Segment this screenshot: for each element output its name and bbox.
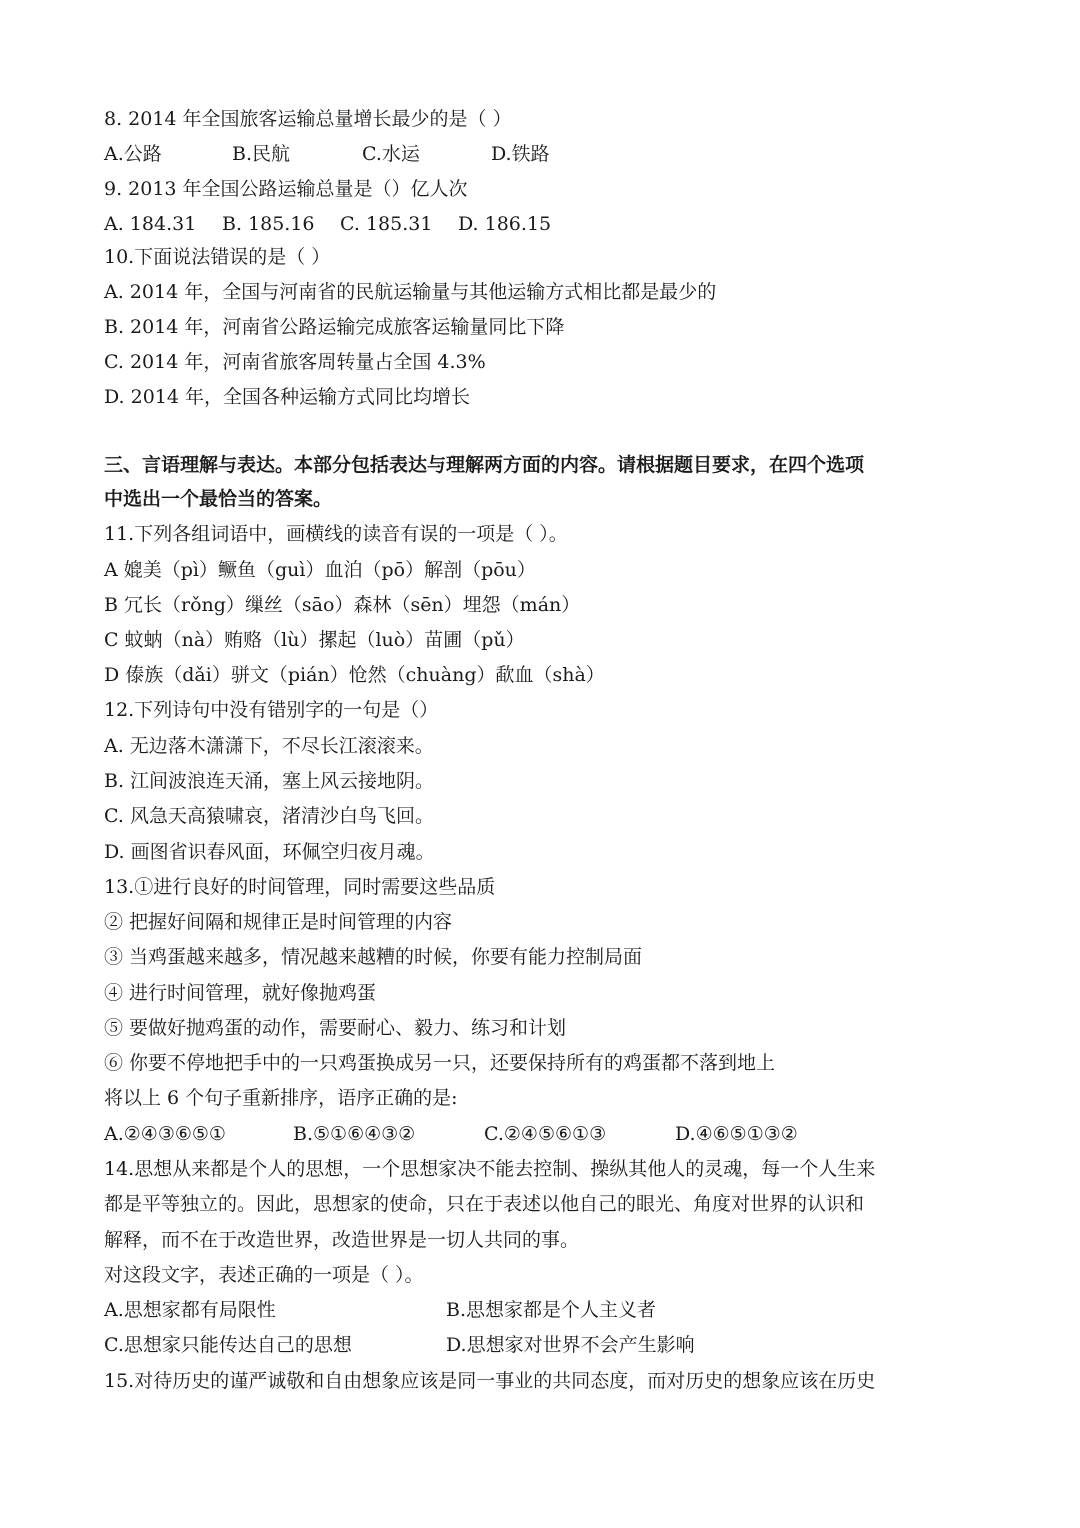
- section-heading-line1: 三、言语理解与表达。本部分包括表达与理解两方面的内容。请根据题目要求，在四个选项: [104, 454, 865, 476]
- q13-option-d: D.④⑥⑤①③②: [675, 1123, 798, 1145]
- q14-passage-line1: 14.思想从来都是个人的思想，一个思想家决不能去控制、操纵其他人的灵魂，每一个人生来: [104, 1158, 876, 1180]
- q12-option-d: D. 画图省识春风面，环佩空归夜月魂。: [104, 841, 435, 863]
- q8-stem: 8. 2014 年全国旅客运输总量增长最少的是（ ）: [104, 108, 512, 130]
- q9-stem: 9. 2013 年全国公路运输总量是（）亿人次: [104, 178, 468, 200]
- q14-option-d: D.思想家对世界不会产生影响: [446, 1334, 695, 1356]
- q9-option-b: B. 185.16: [222, 213, 315, 235]
- q12-option-c: C. 风急天高猿啸哀，渚清沙白鸟飞回。: [104, 805, 434, 827]
- q13-option-a: A.②④③⑥⑤①: [104, 1123, 226, 1145]
- q14-option-a: A.思想家都有局限性: [104, 1299, 276, 1321]
- q11-option-d: D 傣族（dǎi）骈文（pián）怆然（chuàng）歃血（shà）: [104, 664, 605, 686]
- q13-sentence-1: 13.①进行良好的时间管理，同时需要这些品质: [104, 876, 496, 898]
- q10-option-a: A. 2014 年，全国与河南省的民航运输量与其他运输方式相比都是最少的: [104, 281, 717, 303]
- q11-option-b: B 冗长（rǒng）缫丝（sāo）森林（sēn）埋怨（mán）: [104, 594, 581, 616]
- q8-option-d: D.铁路: [491, 143, 550, 165]
- q15-stem: 15.对待历史的谨严诚敬和自由想象应该是同一事业的共同态度，而对历史的想象应该在历史: [104, 1370, 876, 1392]
- q12-option-a: A. 无边落木潇潇下，不尽长江滚滚来。: [104, 735, 434, 757]
- q13-sentence-3: ③ 当鸡蛋越来越多，情况越来越糟的时候，你要有能力控制局面: [104, 946, 643, 968]
- q9-option-d: D. 186.15: [458, 213, 552, 235]
- q10-option-c: C. 2014 年，河南省旅客周转量占全国 4.3%: [104, 351, 486, 373]
- q13-prompt: 将以上 6 个句子重新排序，语序正确的是:: [104, 1087, 458, 1109]
- q12-option-b: B. 江间波浪连天涌，塞上风云接地阴。: [104, 770, 435, 792]
- q13-option-b: B.⑤①⑥④③②: [293, 1123, 416, 1145]
- q10-option-b: B. 2014 年，河南省公路运输完成旅客运输量同比下降: [104, 316, 565, 338]
- q11-option-a: A 媲美（pì）鳜鱼（guì）血泊（pō）解剖（pōu）: [104, 559, 536, 581]
- q14-option-c: C.思想家只能传达自己的思想: [104, 1334, 352, 1356]
- q8-option-c: C.水运: [362, 143, 420, 165]
- q14-stem: 对这段文字，表述正确的一项是（ ）。: [104, 1264, 424, 1286]
- q11-stem: 11.下列各组词语中，画横线的读音有误的一项是（ ）。: [104, 523, 568, 545]
- q9-option-c: C. 185.31: [340, 213, 433, 235]
- q13-sentence-4: ④ 进行时间管理，就好像抛鸡蛋: [104, 982, 377, 1004]
- q13-sentence-6: ⑥ 你要不停地把手中的一只鸡蛋换成另一只，还要保持所有的鸡蛋都不落到地上: [104, 1052, 776, 1074]
- q13-sentence-2: ② 把握好间隔和规律正是时间管理的内容: [104, 911, 453, 933]
- q14-passage-line3: 解释，而不在于改造世界，改造世界是一切人共同的事。: [104, 1229, 580, 1251]
- q12-stem: 12.下列诗句中没有错别字的一句是（）: [104, 699, 439, 721]
- q13-sentence-5: ⑤ 要做好抛鸡蛋的动作，需要耐心、毅力、练习和计划: [104, 1017, 567, 1039]
- q8-option-b: B.民航: [232, 143, 291, 165]
- q14-option-b: B.思想家都是个人主义者: [446, 1299, 657, 1321]
- q14-passage-line2: 都是平等独立的。因此，思想家的使命，只在于表述以他自己的眼光、角度对世界的认识和: [104, 1193, 865, 1215]
- q8-option-a: A.公路: [104, 143, 162, 165]
- q11-option-c: C 蚊蚋（nà）贿赂（lù）摞起（luò）苗圃（pǔ）: [104, 629, 525, 651]
- q13-option-c: C.②④⑤⑥①③: [484, 1123, 607, 1145]
- q9-option-a: A. 184.31: [104, 213, 197, 235]
- q10-option-d: D. 2014 年，全国各种运输方式同比均增长: [104, 386, 471, 408]
- section-heading-line2: 中选出一个最恰当的答案。: [104, 488, 333, 510]
- q10-stem: 10.下面说法错误的是（ ）: [104, 246, 331, 268]
